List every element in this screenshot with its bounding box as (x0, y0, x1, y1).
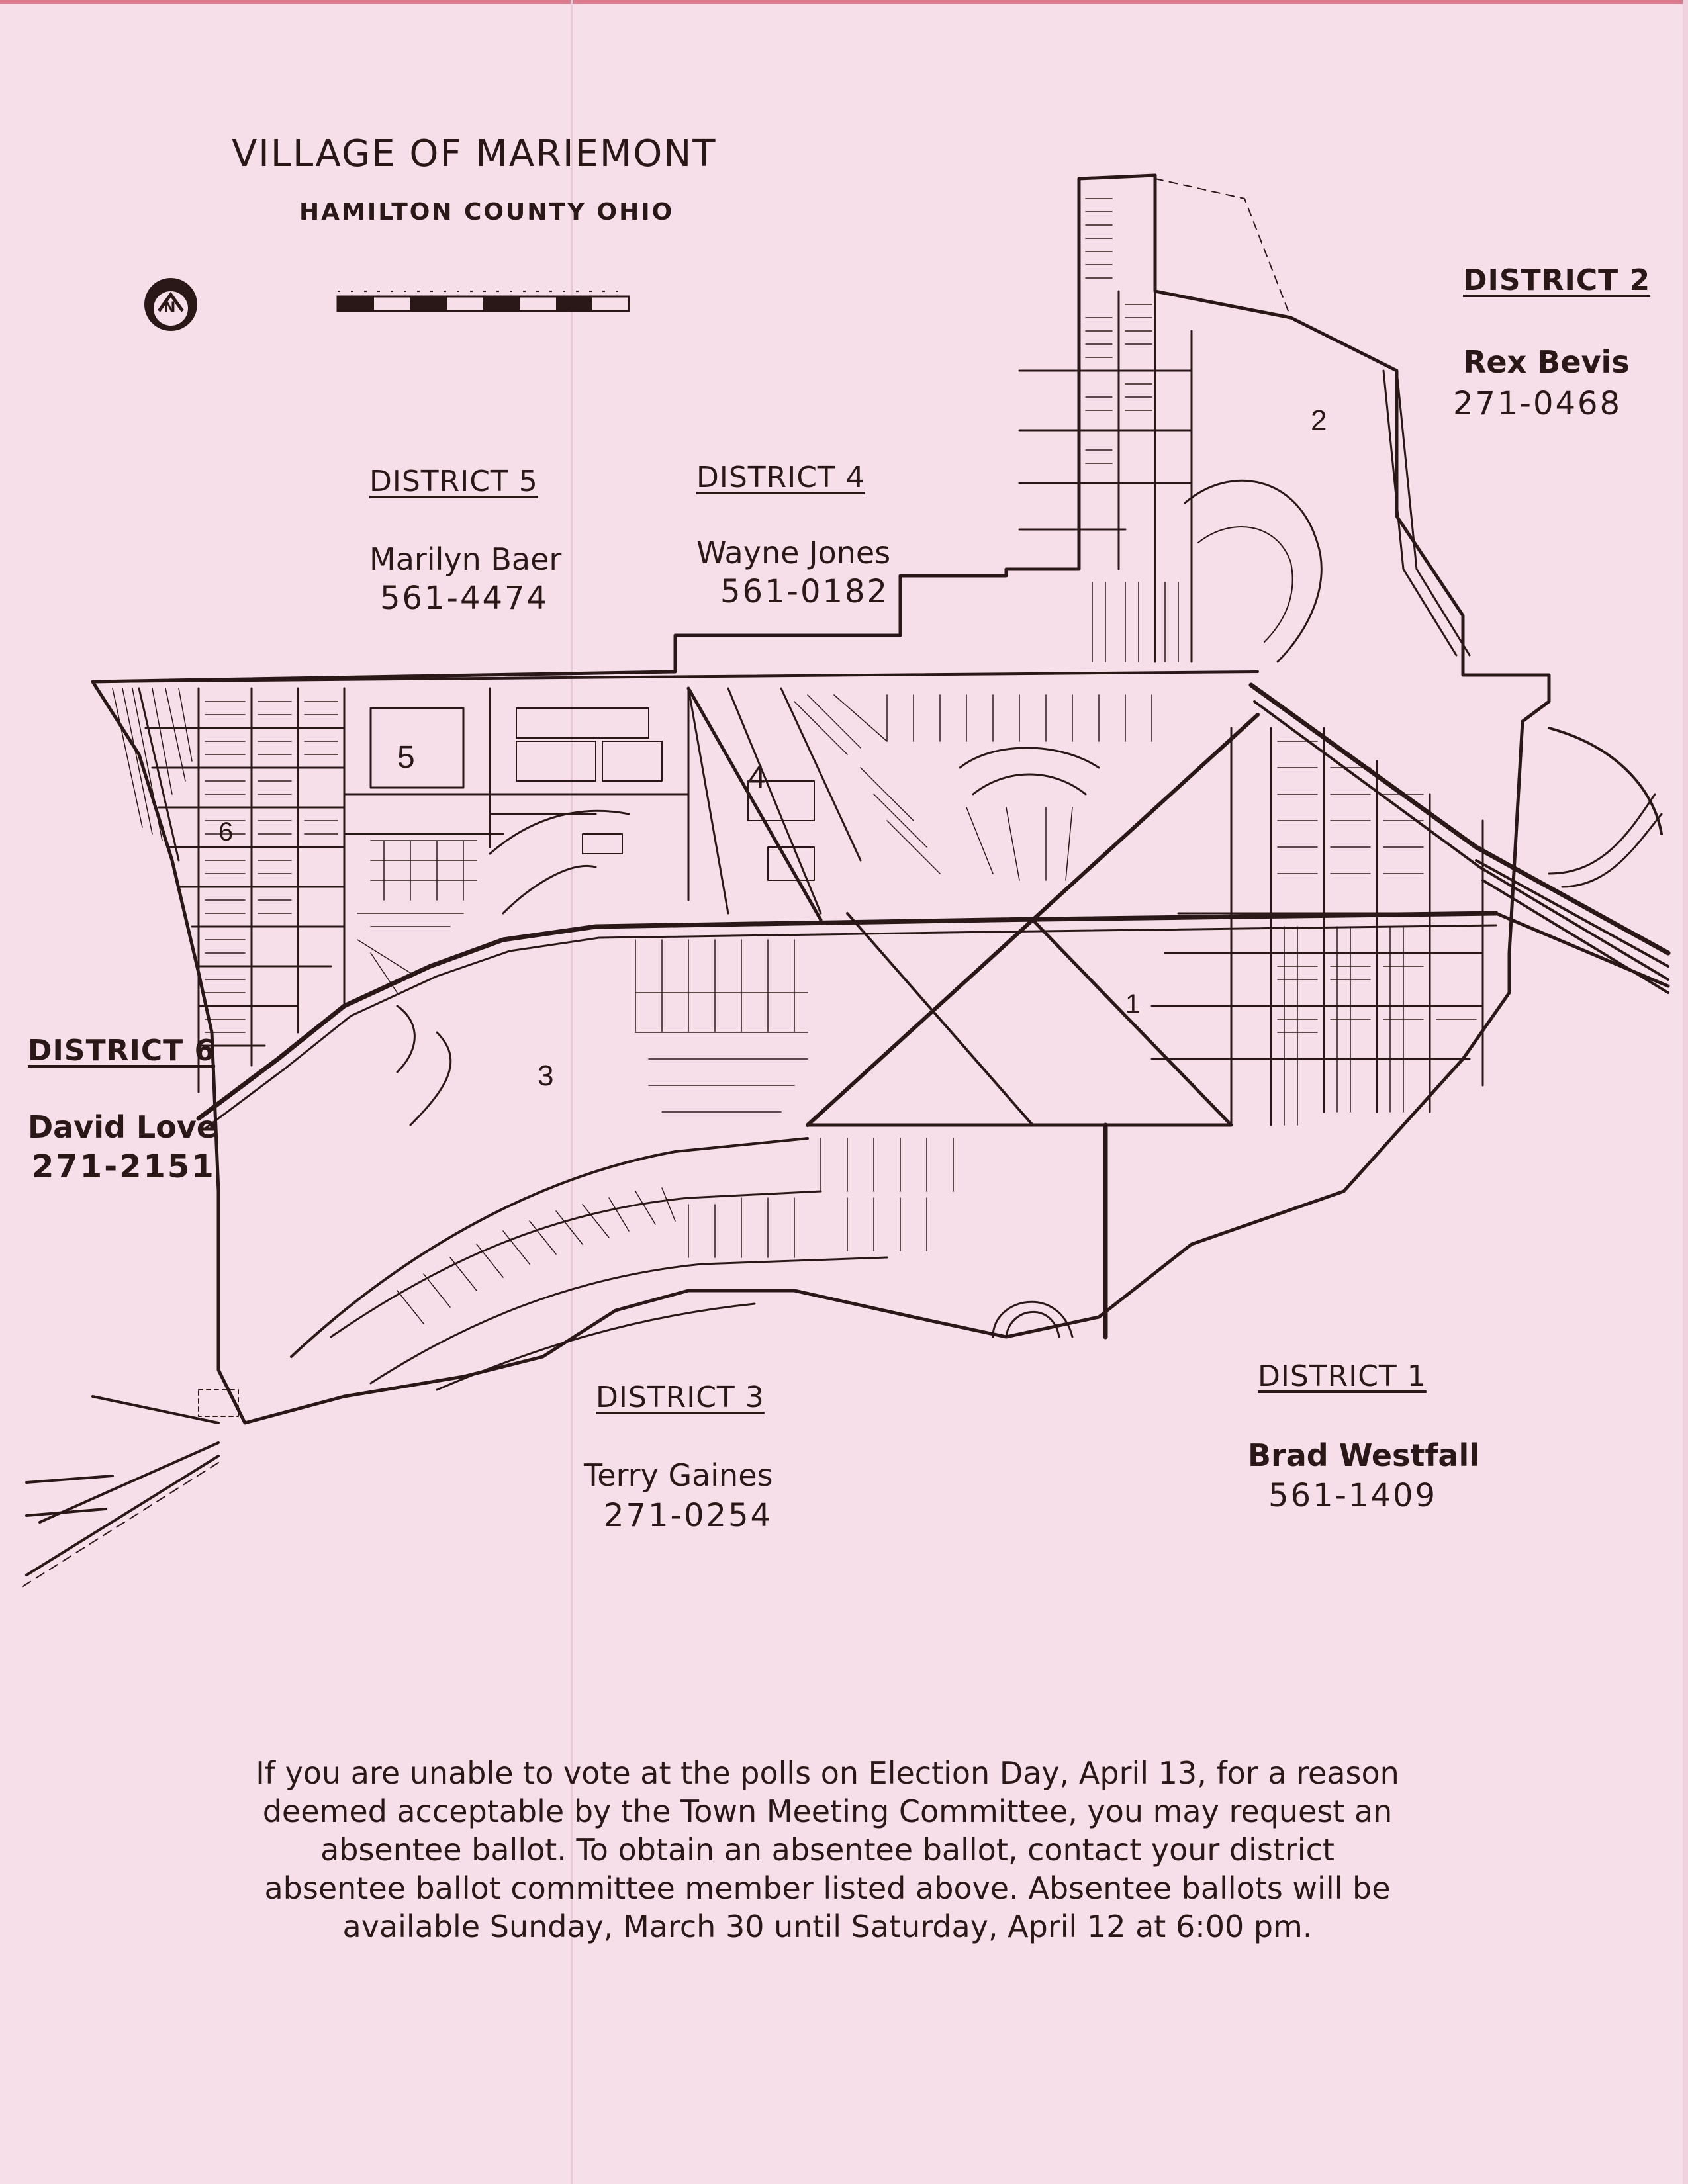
district-5-name: Marilyn Baer (369, 541, 562, 577)
plainville-road (1496, 913, 1668, 986)
district-2-name: Rex Bevis (1463, 344, 1630, 380)
map-number-5: 5 (397, 740, 415, 775)
notice-line-3: absentee ballot. To obtain an absentee ballot, contact your district (320, 1832, 1335, 1868)
map-subtitle: HAMILTON COUNTY OHIO (299, 199, 675, 226)
southwest-road (26, 1396, 218, 1575)
absentee-notice (199, 1754, 1456, 1946)
map-number-4: 4 (748, 760, 766, 795)
eastern-curve (1549, 728, 1662, 834)
district6-lots (205, 702, 338, 1032)
district-3-heading: DISTRICT 3 (596, 1381, 765, 1414)
school-block (371, 708, 463, 788)
district-5-heading: DISTRICT 5 (369, 465, 538, 498)
district-1-phone: 561-1409 (1268, 1477, 1438, 1514)
scale-bar-icon (338, 291, 629, 311)
district-4-phone: 561-0182 (720, 573, 890, 610)
notice-line-2: deemed acceptable by the Town Meeting Committee, you may request an (262, 1794, 1393, 1829)
map-number-1: 1 (1125, 989, 1141, 1019)
dale-park-building (583, 834, 622, 854)
east-loop (1549, 794, 1662, 887)
district2-curved-drive-2 (1198, 527, 1293, 642)
district-1-name: Brad Westfall (1248, 1437, 1479, 1473)
south-curve-4 (437, 1304, 755, 1390)
notice-line-4: absentee ballot committee member listed above. Absentee ballots will be (264, 1870, 1391, 1906)
north-label: N (164, 300, 176, 316)
central-lots (794, 695, 1152, 880)
triangle-south (808, 920, 1231, 1125)
dale-park-path (490, 811, 629, 913)
park-interior-path (397, 1006, 451, 1125)
district5-lot-a (516, 708, 649, 738)
miami-road-2 (1254, 702, 1668, 979)
district5-lot-c (602, 741, 662, 781)
south-curve-2 (331, 1191, 821, 1337)
south-curve-3 (371, 1257, 887, 1383)
district-4-heading: DISTRICT 4 (696, 461, 865, 494)
west-wedge-lots (113, 688, 192, 841)
district2-curved-drive (1185, 480, 1321, 662)
district4-church (748, 781, 814, 880)
notice-line-1: If you are unable to vote at the polls on Election Day, April 13, for a reason (256, 1755, 1399, 1791)
southwest-building (199, 1390, 238, 1416)
map-number-6: 6 (218, 817, 234, 846)
district-5-phone: 561-4474 (380, 580, 549, 617)
village-boundary (93, 175, 1549, 1423)
district-3-name: Terry Gaines (584, 1457, 773, 1493)
district-3-phone: 271-0254 (604, 1497, 773, 1534)
south-curve-1 (291, 1138, 808, 1357)
district-6-name: David Love (28, 1109, 218, 1145)
district-6-heading: DISTRICT 6 (28, 1034, 216, 1068)
district-6-phone: 271-2151 (32, 1148, 216, 1185)
district5-lot-b (516, 741, 596, 781)
district-2-phone: 271-0468 (1453, 385, 1622, 422)
district-2-heading: DISTRICT 2 (1463, 263, 1651, 297)
map-number-3: 3 (538, 1060, 554, 1092)
wooster-road-inner (205, 925, 1496, 1128)
map-title: VILLAGE OF MARIEMONT (232, 132, 717, 175)
district-1-heading: DISTRICT 1 (1258, 1359, 1427, 1393)
central-crescent (960, 748, 1099, 794)
map-number-2: 2 (1311, 404, 1327, 437)
district-4-name: Wayne Jones (696, 535, 891, 570)
notice-line-5: available Sunday, March 30 until Saturday, April 12 at 6:00 pm. (342, 1909, 1313, 1944)
district3-row-lots (635, 940, 808, 1112)
